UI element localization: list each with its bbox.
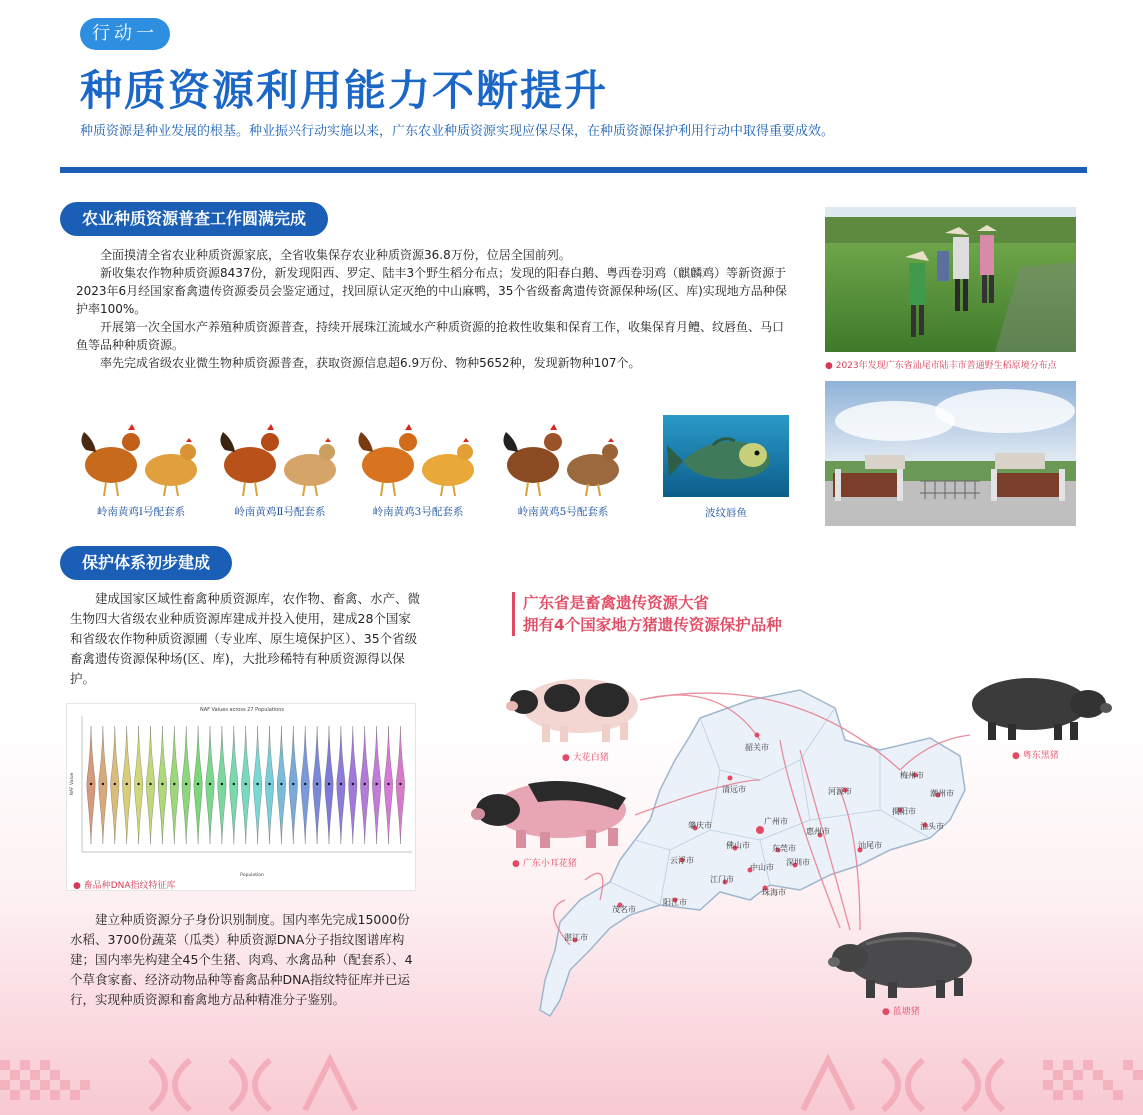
pig-label: ● 粤东黑猪 — [1012, 748, 1113, 761]
violin-median — [292, 783, 294, 785]
violin-median — [114, 783, 116, 785]
action-tag: 行动一 — [80, 18, 170, 50]
violin-median — [304, 783, 306, 785]
violin-median — [161, 783, 163, 785]
violin-ylabel: NAF Value — [70, 772, 75, 796]
violin-median — [221, 783, 223, 785]
violin-median — [233, 783, 235, 785]
pig-card — [468, 770, 638, 870]
survey-paragraph: 新收集农作物种质资源8437份，新发现阳西、罗定、陆丰3个野生稻分布点；发现的阳春白鹅、粤西卷羽鸡（麒麟鸡）等新资源于2023年6月经国家畜禽遗传资源委员会鉴定通过，找回原认定灭绝的中山麻鸭，35个省级畜禽遗传资源保种场(区、库)实现地方品种保护率100%。 — [76, 266, 787, 316]
survey-paragraph: 开展第一次全国水产养殖种质资源普查，持续开展珠江流域水产种质资源的抢救性收集和保育工作，收集保育月鳢、纹唇鱼、马口鱼等品种种质资源。 — [76, 320, 785, 352]
breed-card — [353, 420, 483, 520]
facility-gate-photo — [825, 381, 1076, 526]
lantang-pig-image — [826, 922, 986, 1000]
pig-label: ● 大花白猪 — [562, 750, 652, 763]
pig-label: ● 广东小耳花猪 — [512, 856, 638, 869]
city-label: 汕头市 — [920, 822, 944, 831]
city-label: 揭阳市 — [892, 807, 916, 816]
city-label: 东莞市 — [772, 844, 796, 853]
fish-label: 波纹唇鱼 — [705, 507, 747, 519]
violin-median — [280, 783, 282, 785]
pig-label: ● 蓝塘猪 — [882, 1004, 986, 1017]
violin-median — [352, 783, 354, 785]
pink-black-pig-image — [468, 770, 638, 852]
violin-title: NAF Values across 27 Populations — [200, 707, 284, 713]
violin-median — [340, 783, 342, 785]
breed-label: 岭南黄鸡Ⅱ号配套系 — [234, 506, 326, 518]
city-label: 梅州市 — [900, 771, 924, 780]
molecular-id-paragraph: 建立种质资源分子身份识别制度。国内率先完成15000份水稻、3700份蔬菜（瓜类）种质资源DNA分子指纹图谱库构建；国内率先构建全45个生猪、肉鸡、水禽品种（配套系）、4个草食家畜、经济动物品种等畜禽品种DNA指纹特征库并已运行，实现种质资源和畜禽地方品种精准分子鉴别。 — [70, 912, 413, 1007]
violin-median — [328, 783, 330, 785]
violin-median — [90, 783, 92, 785]
city-label: 潮州市 — [930, 789, 954, 798]
pig-card — [502, 668, 652, 763]
breed-card — [498, 420, 628, 520]
city-label: 汕尾市 — [858, 841, 882, 850]
city-label: 江门市 — [710, 875, 734, 884]
city-label: 深圳市 — [786, 858, 810, 867]
violin-median — [316, 783, 318, 785]
violin-median — [126, 783, 128, 785]
pig-card — [958, 668, 1113, 761]
photo-caption: ● 2023年发现广东省汕尾市陆丰市普通野生稻原境分布点 — [825, 358, 1057, 371]
city-label: 清远市 — [722, 785, 746, 794]
survey-paragraph: 率先完成省级农业微生物种质资源普查，获取资源信息超6.9万份、物种5652种，发现新物种107个。 — [100, 356, 641, 370]
chicken-pair-image — [353, 420, 483, 500]
violin-median — [102, 783, 104, 785]
city-label: 韶关市 — [745, 743, 769, 752]
city-label: 阳江市 — [663, 898, 687, 907]
breed-label: 岭南黄鸡5号配套系 — [517, 506, 609, 518]
spotted-pig-image — [502, 668, 652, 746]
page-subtitle: 种质资源是种业发展的根基。种业振兴行动实施以来，广东农业种质资源实现应保尽保，在种质资源保护利用行动中取得重要成效。 — [80, 124, 835, 139]
violin-median — [399, 783, 401, 785]
page-title: 种质资源利用能力不断提升 — [80, 66, 609, 115]
city-label: 珠海市 — [762, 888, 786, 897]
decorative-pattern-right — [783, 1050, 1143, 1115]
map-heading-line2: 拥有4个国家地方猪遗传资源保护品种 — [523, 616, 782, 634]
fish-photo — [663, 415, 789, 497]
violin-median — [149, 783, 151, 785]
chicken-pair-image — [498, 420, 628, 500]
decorative-pattern-left — [0, 1050, 360, 1115]
city-label: 广州市 — [764, 817, 788, 826]
violin-median — [387, 783, 389, 785]
violin-median — [245, 783, 247, 785]
dna-fingerprint-chart — [66, 703, 416, 891]
section-title-protection: 保护体系初步建成 — [60, 546, 232, 580]
violin-median — [185, 783, 187, 785]
survey-paragraph: 全面摸清全省农业种质资源家底，全省收集保存农业种质资源36.8万份，位居全国前列。 — [100, 248, 571, 262]
breed-label: 岭南黄鸡Ⅰ号配套系 — [96, 506, 186, 518]
violin-median — [375, 783, 377, 785]
map-heading-line1: 广东省是畜禽遗传资源大省 — [523, 594, 710, 612]
survey-text-block — [76, 246, 792, 372]
violin-median — [268, 783, 270, 785]
protection-paragraph: 建成国家区域性畜禽种质资源库，农作物、畜禽、水产、微生物四大省级农业种质资源库建成并投入使用，建成28个国家和省级农作物种质资源圃（专业库、原生境保护区）、35个省级畜禽遗传资源保种场(区、库)，大批珍稀特有种质资源得以保护。 — [70, 591, 421, 686]
violin-median — [256, 783, 258, 785]
map-heading — [512, 592, 782, 636]
violin-median — [173, 783, 175, 785]
violin-median — [197, 783, 199, 785]
fish-card — [663, 415, 789, 517]
chart-caption: ● 畜品种DNA指纹特征库 — [73, 878, 176, 891]
chicken-pair-image — [215, 420, 345, 500]
city-label: 佛山市 — [726, 841, 750, 850]
violin-xlabel: Population — [240, 873, 264, 878]
city-label: 河源市 — [828, 787, 852, 796]
city-label: 中山市 — [750, 863, 774, 872]
pig-card — [826, 922, 986, 1017]
chicken-pair-image — [76, 420, 206, 500]
violin-median — [209, 783, 211, 785]
city-label: 茂名市 — [612, 905, 636, 914]
city-label: 惠州市 — [806, 827, 830, 836]
breed-card — [76, 420, 206, 520]
wild-rice-field-photo — [825, 207, 1076, 352]
city-label: 肇庆市 — [688, 821, 712, 830]
breed-card — [215, 420, 345, 520]
header-divider — [60, 167, 1087, 173]
violin-median — [364, 783, 366, 785]
section-title-survey: 农业种质资源普查工作圆满完成 — [60, 202, 328, 236]
black-pig-image — [958, 668, 1113, 744]
breed-label: 岭南黄鸡3号配套系 — [372, 506, 464, 518]
city-label: 湛江市 — [564, 933, 588, 942]
violin-median — [137, 783, 139, 785]
city-label: 云浮市 — [670, 856, 694, 865]
violin-plot — [67, 704, 417, 892]
